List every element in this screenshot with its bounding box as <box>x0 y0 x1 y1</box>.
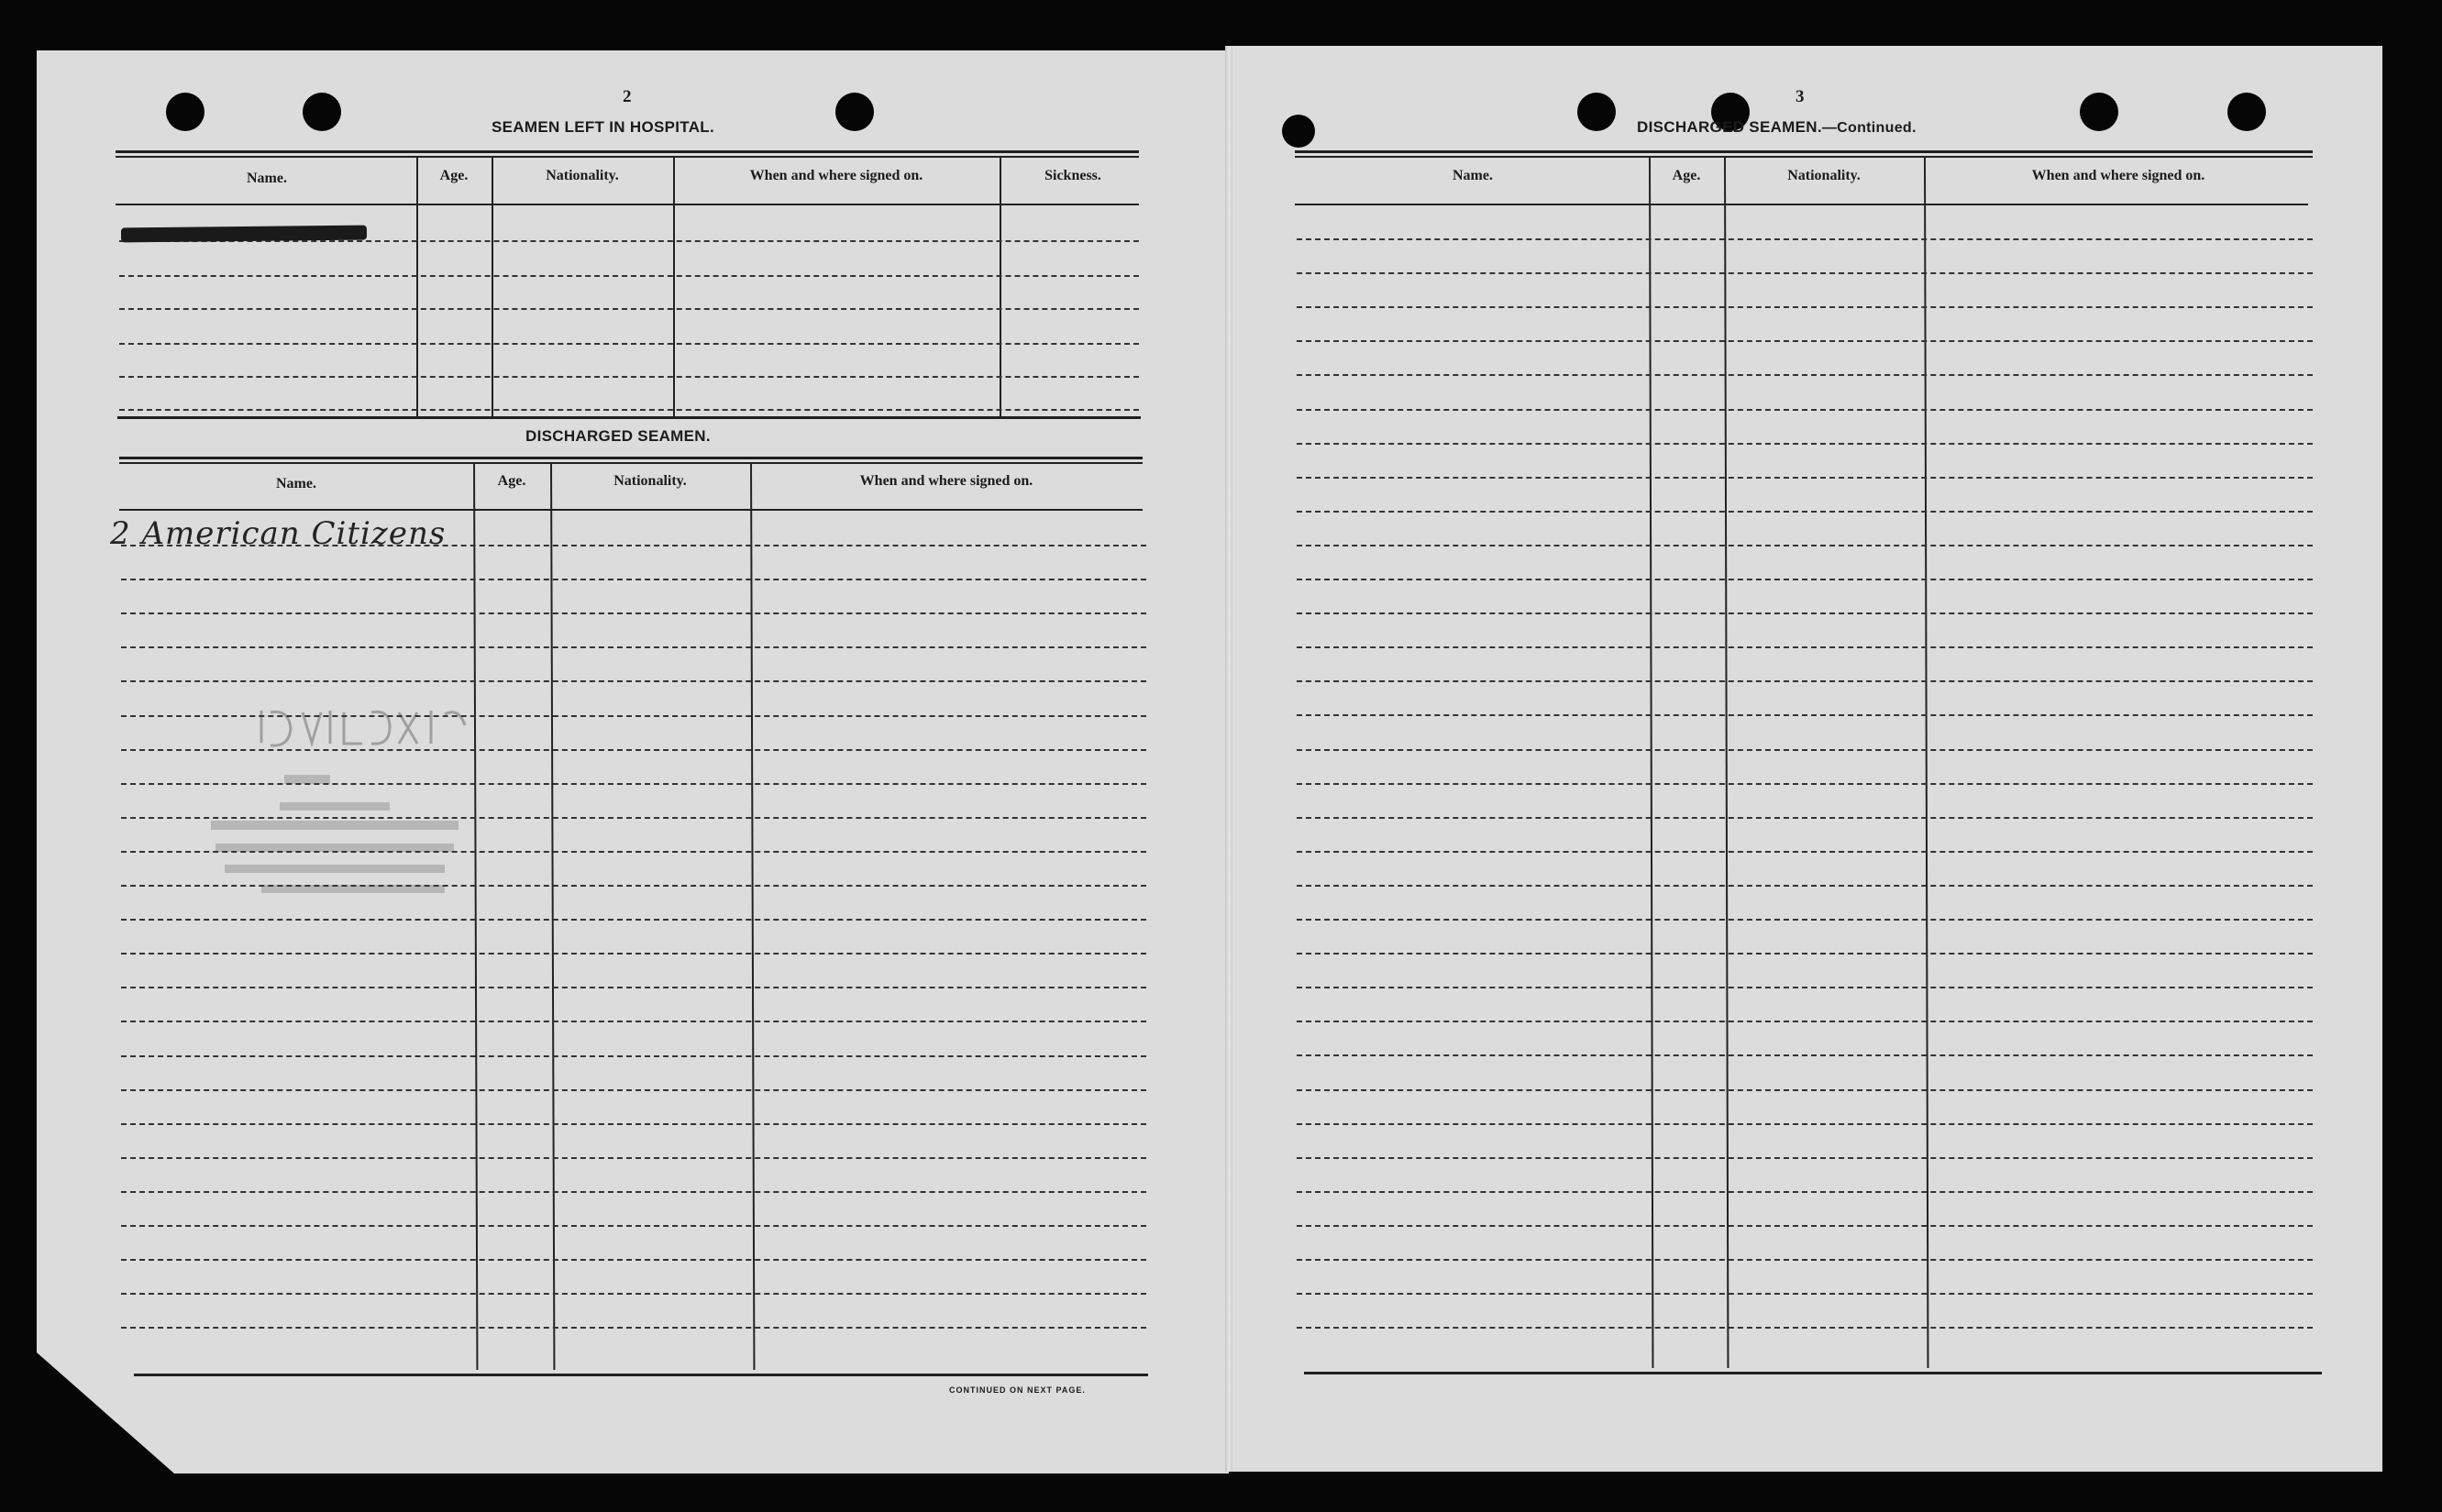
ruled-line <box>1297 953 2313 955</box>
ruled-line <box>119 275 1139 277</box>
ruled-line <box>1297 1259 2313 1261</box>
ruled-line <box>119 409 1139 411</box>
ruled-line <box>121 1021 1146 1022</box>
column-header-age: Age. <box>1672 168 1701 183</box>
stamp-bleed-through <box>206 692 491 922</box>
right-section-title <box>1637 118 1917 137</box>
ruled-line <box>1297 1225 2313 1227</box>
title-main: DISCHARGED SEAMEN. <box>1637 118 1822 136</box>
ruled-line <box>121 1157 1146 1159</box>
ruled-line <box>121 987 1146 988</box>
column-header-age: Age. <box>497 473 526 489</box>
header-bottom-rule <box>119 509 1143 511</box>
ruled-line <box>121 545 1146 546</box>
ruled-line <box>1297 680 2313 682</box>
column-header-nationality: Nationality. <box>613 473 687 489</box>
punch-hole <box>166 93 204 131</box>
ruled-line <box>121 646 1146 648</box>
column-header-name: Name. <box>276 476 316 491</box>
ruled-line <box>1297 885 2313 887</box>
ruled-line <box>1297 1293 2313 1295</box>
discharged-section-title: DISCHARGED SEAMEN. <box>525 427 711 445</box>
ruled-line <box>1297 714 2313 716</box>
ruled-line <box>121 1055 1146 1057</box>
ruled-line <box>1297 1021 2313 1022</box>
column-header-signed-on: When and where signed on. <box>859 473 1033 489</box>
ruled-line <box>1297 409 2313 411</box>
ruled-line <box>1297 1054 2313 1056</box>
column-header-name: Name. <box>247 171 287 186</box>
ruled-line <box>119 308 1139 310</box>
punch-hole <box>1282 115 1315 148</box>
column-header-nationality: Nationality. <box>546 168 619 183</box>
header-bottom-rule <box>1295 204 2308 205</box>
ruled-line <box>1297 646 2313 648</box>
handwritten-entry: 2 American Citizens <box>110 515 447 552</box>
table-top-rule <box>1295 150 2313 153</box>
ruled-line <box>1297 238 2313 240</box>
ruled-line <box>1297 817 2313 819</box>
ruled-line <box>121 680 1146 682</box>
ruled-line <box>1297 374 2313 376</box>
ruled-line <box>1297 272 2313 274</box>
hospital-section-title: SEAMEN LEFT IN HOSPITAL. <box>492 118 714 136</box>
ruled-line <box>1297 545 2313 546</box>
punch-hole <box>2227 93 2266 131</box>
ruled-line <box>1297 1123 2313 1125</box>
table-top-rule <box>116 150 1139 153</box>
section-rule <box>117 416 1141 419</box>
ruled-line <box>1297 851 2313 853</box>
ruled-line <box>119 376 1139 378</box>
table-top-rule <box>119 457 1143 459</box>
ruled-line <box>1297 340 2313 342</box>
ruled-line <box>1297 443 2313 445</box>
ruled-line <box>1297 1157 2313 1159</box>
punch-hole <box>835 93 874 131</box>
ruled-line <box>1297 1089 2313 1091</box>
ruled-line <box>1297 1327 2313 1329</box>
page-number: 3 <box>1796 87 1805 106</box>
title-continued: —Continued. <box>1821 120 1917 136</box>
ruled-line <box>1297 477 2313 479</box>
ruled-line <box>121 613 1146 614</box>
ruled-line <box>1297 749 2313 751</box>
continued-note: CONTINUED ON NEXT PAGE. <box>949 1385 1086 1395</box>
ruled-line <box>121 1293 1146 1295</box>
ruled-line <box>1297 511 2313 513</box>
table-top-rule <box>119 462 1143 464</box>
ruled-line <box>119 343 1139 345</box>
table-top-rule <box>1295 156 2313 158</box>
ruled-line <box>121 1089 1146 1091</box>
redacted-name <box>121 226 367 243</box>
page-number: 2 <box>623 87 632 106</box>
punch-hole <box>2080 93 2118 131</box>
table-bottom-rule <box>1304 1372 2322 1374</box>
column-header-age: Age. <box>439 168 469 183</box>
table-top-rule <box>116 156 1139 158</box>
table-bottom-rule <box>134 1374 1148 1376</box>
ruled-line <box>1297 306 2313 308</box>
ruled-line <box>121 953 1146 955</box>
ruled-line <box>121 1123 1146 1125</box>
column-header-sickness: Sickness. <box>1044 168 1101 183</box>
column-header-name: Name. <box>1453 168 1493 183</box>
header-bottom-rule <box>116 204 1139 205</box>
column-header-signed-on: When and where signed on. <box>749 168 923 183</box>
ruled-line <box>121 1191 1146 1193</box>
ruled-line <box>1297 1191 2313 1193</box>
punch-hole <box>303 93 341 131</box>
ruled-line <box>1297 783 2313 785</box>
column-header-nationality: Nationality. <box>1787 168 1861 183</box>
ruled-line <box>1297 613 2313 614</box>
ruled-line <box>121 579 1146 580</box>
page-fold <box>1225 46 1232 1472</box>
ruled-line <box>121 1327 1146 1329</box>
ruled-line <box>1297 579 2313 580</box>
right-page <box>1229 46 2382 1472</box>
ruled-line <box>1297 919 2313 921</box>
punch-hole <box>1577 93 1616 131</box>
ruled-line <box>121 1259 1146 1261</box>
ruled-line <box>1297 987 2313 988</box>
ruled-line <box>121 1225 1146 1227</box>
column-header-signed-on: When and where signed on. <box>2031 168 2205 183</box>
